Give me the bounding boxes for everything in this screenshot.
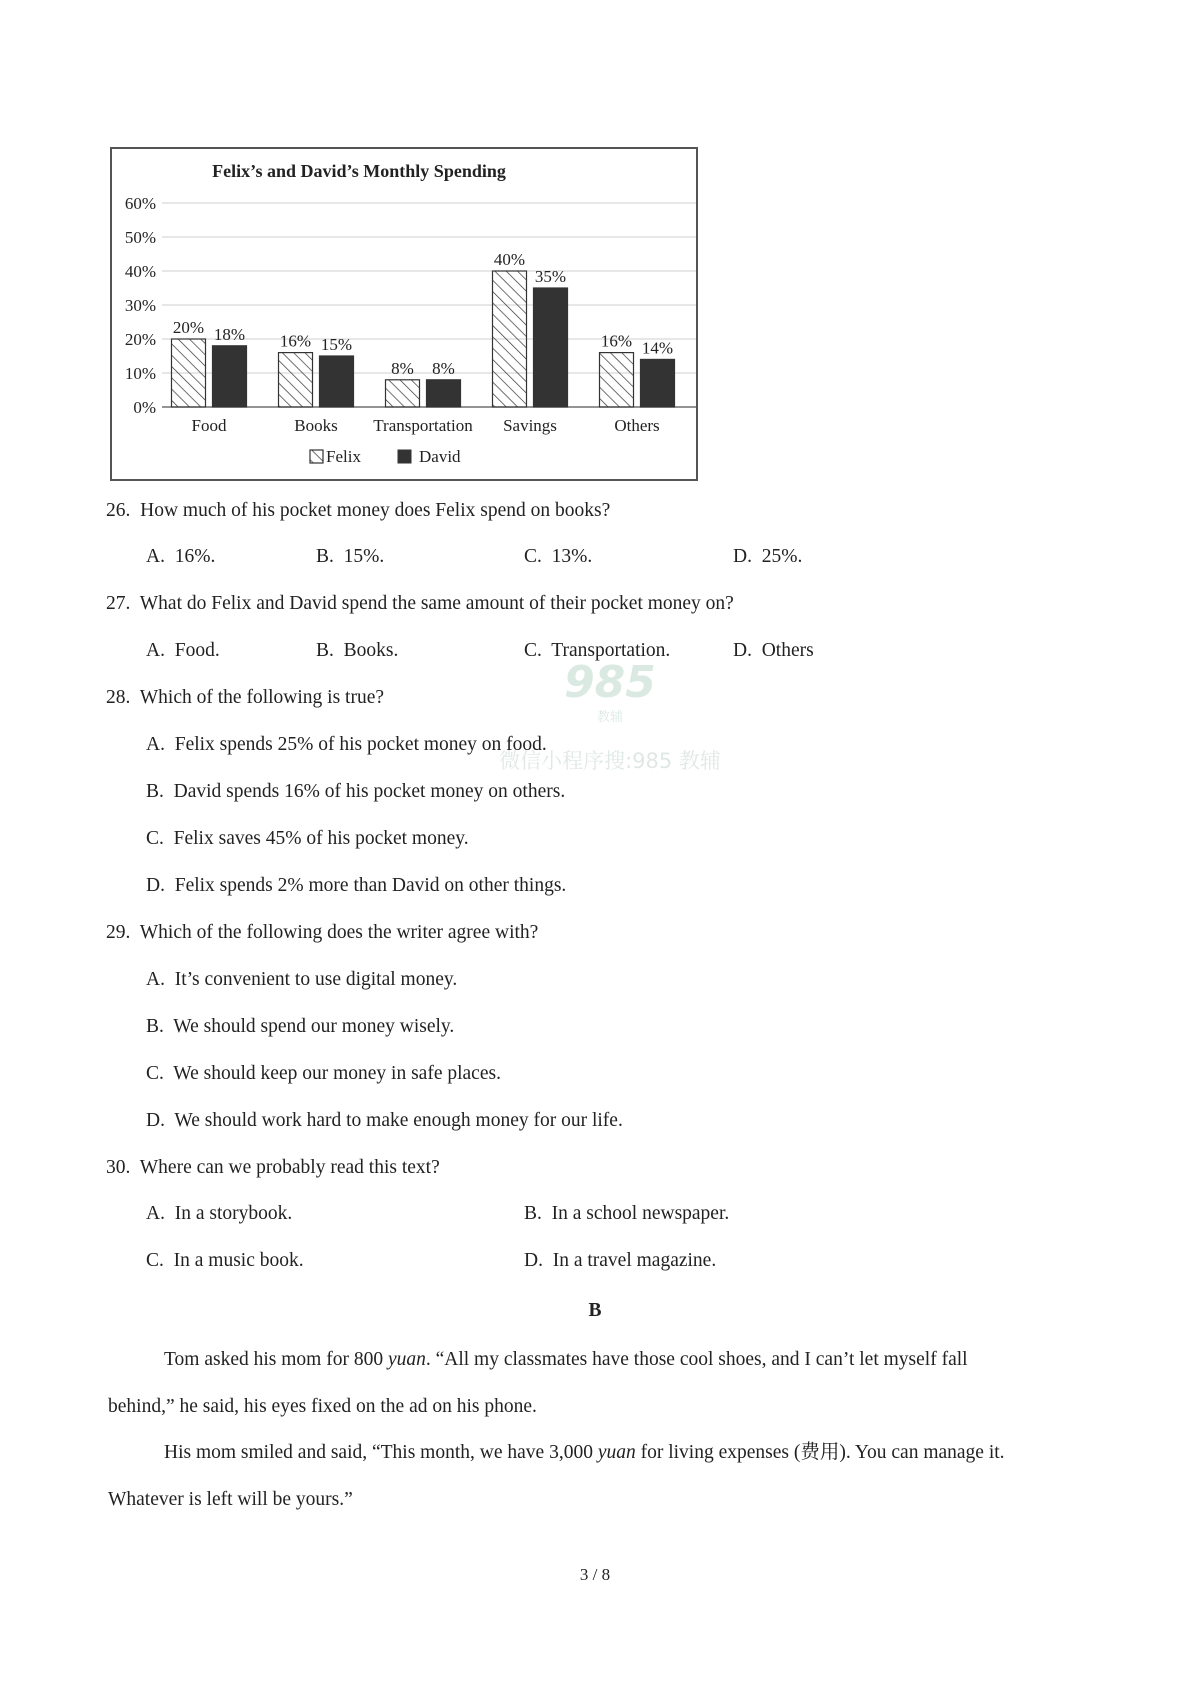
- q27-option-d[interactable]: D. Others: [733, 640, 814, 661]
- q28-option-a[interactable]: A. Felix spends 25% of his pocket money on food.: [146, 734, 547, 755]
- bar-felix: [386, 380, 420, 407]
- bar-david: [427, 380, 461, 407]
- spending-chart: [110, 147, 698, 481]
- bar-chart-svg: [112, 149, 696, 479]
- data-label-felix: 40%: [493, 250, 526, 269]
- q30-option-c[interactable]: C. In a music book.: [146, 1250, 304, 1271]
- q29-option-b[interactable]: B. We should spend our money wisely.: [146, 1016, 455, 1037]
- legend-label-felix: Felix: [326, 447, 361, 466]
- bar-david: [320, 356, 354, 407]
- bar-felix: [279, 353, 313, 407]
- bar-felix: [493, 271, 527, 407]
- y-tick-label: 10%: [124, 364, 156, 383]
- data-label-felix: 16%: [279, 331, 312, 351]
- bar-felix: [172, 339, 206, 407]
- q27-option-a[interactable]: A. Food.: [146, 640, 220, 661]
- q26-option-c[interactable]: C. 13%.: [524, 546, 593, 567]
- data-label-david: 8%: [432, 358, 455, 378]
- watermark: 985 教辅 微信小程序搜:985 教辅: [499, 657, 721, 773]
- data-label-felix: 20%: [172, 318, 205, 337]
- y-tick-label: 0%: [133, 398, 156, 417]
- q28-option-d[interactable]: D. Felix spends 2% more than David on other things.: [146, 875, 567, 896]
- bar-felix: [600, 353, 634, 407]
- q28-option-c[interactable]: C. Felix saves 45% of his pocket money.: [146, 828, 469, 849]
- x-category-label: Transportation: [373, 416, 473, 435]
- bar-david: [534, 288, 568, 407]
- question-27: 27. What do Felix and David spend the same amount of their pocket money on?: [106, 593, 734, 614]
- q29-option-d[interactable]: D. We should work hard to make enough money for our life.: [146, 1110, 623, 1131]
- q27-option-b[interactable]: B. Books.: [316, 640, 399, 661]
- x-category-label: Savings: [503, 416, 557, 435]
- question-30: 30. Where can we probably read this text?: [106, 1157, 440, 1178]
- data-label-david: 14%: [641, 338, 674, 358]
- q30-option-a[interactable]: A. In a storybook.: [146, 1203, 293, 1224]
- data-label-felix: 16%: [600, 331, 633, 351]
- q30-option-b[interactable]: B. In a school newspaper.: [524, 1203, 730, 1224]
- q26-option-d[interactable]: D. 25%.: [733, 546, 803, 567]
- question-26: 26. How much of his pocket money does Felix spend on books?: [106, 500, 611, 521]
- q26-option-b[interactable]: B. 15%.: [316, 546, 385, 567]
- bar-david: [213, 346, 247, 407]
- section-b-title: B: [588, 1300, 602, 1321]
- chart-title: Felix’s and David’s Monthly Spending: [212, 161, 506, 181]
- q29-option-a[interactable]: A. It’s convenient to use digital money.: [146, 969, 458, 990]
- paragraph-1: Tom asked his mom for 800 yuan. “All my classmates have those cool shoes, and I can’t let myself fall behind,” he said, his eyes fixed on the ad on his phone.: [108, 1349, 968, 1417]
- y-tick-label: 30%: [124, 296, 156, 315]
- y-tick-label: 60%: [124, 194, 156, 213]
- question-29: 29. Which of the following does the writer agree with?: [106, 922, 539, 943]
- y-tick-label: 20%: [124, 330, 156, 349]
- paragraph-2: His mom smiled and said, “This month, we have 3,000 yuan for living expenses (费用). You can manage it. Whatever is left will be yours.”: [108, 1442, 1005, 1510]
- bar-david: [641, 359, 675, 407]
- data-label-felix: 8%: [391, 358, 414, 378]
- q29-option-c[interactable]: C. We should keep our money in safe places.: [146, 1063, 501, 1084]
- legend-swatch-felix: [310, 450, 323, 463]
- data-label-david: 35%: [534, 267, 567, 286]
- legend-swatch-david: [398, 450, 411, 463]
- q28-option-b[interactable]: B. David spends 16% of his pocket money on others.: [146, 781, 566, 802]
- data-label-david: 18%: [213, 324, 246, 344]
- x-category-label: Others: [614, 416, 660, 435]
- q27-option-c[interactable]: C. Transportation.: [524, 640, 671, 661]
- y-tick-label: 40%: [124, 262, 156, 281]
- question-28: 28. Which of the following is true?: [106, 687, 385, 708]
- y-tick-label: 50%: [124, 228, 156, 247]
- legend-label-david: David: [419, 447, 461, 466]
- x-category-label: Books: [294, 416, 338, 435]
- q26-option-a[interactable]: A. 16%.: [146, 546, 216, 567]
- x-category-label: Food: [191, 416, 227, 435]
- q30-option-d[interactable]: D. In a travel magazine.: [524, 1250, 717, 1271]
- page-number: 3 / 8: [579, 1565, 611, 1584]
- data-label-david: 15%: [320, 335, 353, 354]
